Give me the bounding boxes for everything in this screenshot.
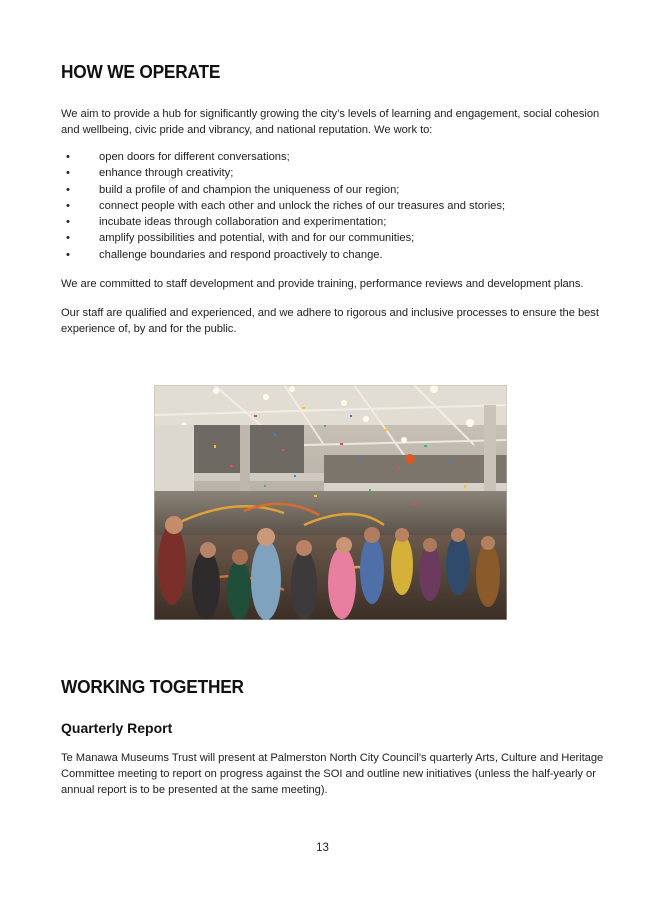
staff-development-paragraph: We are committed to staff development and provide training, performance reviews and development plans. bbox=[61, 278, 584, 290]
bullet-marker: • bbox=[66, 167, 70, 180]
section-heading-working-together: WORKING TOGETHER bbox=[61, 677, 244, 697]
bullet-marker: • bbox=[66, 216, 70, 229]
list-item-text: connect people with each other and unlock the riches of our treasures and stories; bbox=[99, 199, 506, 212]
quarterly-line-3: annual report is to be presented at the same meeting). bbox=[61, 784, 328, 796]
list-item bbox=[61, 247, 586, 263]
list-item-text: challenge boundaries and respond proactively to change. bbox=[99, 248, 383, 261]
list-item-text: build a profile of and champion the uniqueness of our region; bbox=[99, 183, 400, 196]
intro-line-2: and wellbeing, civic pride and vibrancy, and national reputation. We work to: bbox=[61, 124, 433, 136]
staff-qualification-paragraph bbox=[61, 305, 599, 337]
quarterly-line-2: Committee meeting to report on progress against the SOI and outline new initiatives (unless the half-yearly or bbox=[61, 768, 596, 780]
list-item bbox=[61, 230, 586, 246]
list-item bbox=[61, 149, 586, 165]
bullet-marker: • bbox=[66, 151, 70, 163]
staff-line-2: experience of, by and for the public. bbox=[61, 323, 237, 335]
quarterly-line-1: Te Manawa Museums Trust will present at Palmerston North City Council’s quarterly Arts, Culture and Heritage bbox=[61, 752, 604, 764]
list-item bbox=[61, 198, 586, 214]
list-item-text: enhance through creativity; bbox=[99, 167, 234, 180]
bullet-marker: • bbox=[66, 199, 70, 212]
list-item bbox=[61, 214, 586, 230]
staff-line-1: Our staff are qualified and experienced, and we adhere to rigorous and inclusive processes to ensure the best bbox=[61, 307, 599, 319]
operations-bullet-list bbox=[61, 149, 586, 263]
quarterly-report-paragraph bbox=[61, 750, 604, 798]
list-item-text: incubate ideas through collaboration and experimentation; bbox=[99, 216, 387, 229]
list-item bbox=[61, 165, 586, 181]
subheading-quarterly-report: Quarterly Report bbox=[61, 720, 173, 736]
list-item bbox=[61, 182, 586, 198]
event-celebration-photo bbox=[154, 385, 507, 620]
page-number: 13 bbox=[316, 842, 329, 854]
intro-line-1: We aim to provide a hub for significantly growing the city’s levels of learning and engagement, social cohesion bbox=[61, 108, 600, 120]
section-heading-how-we-operate: HOW WE OPERATE bbox=[61, 62, 221, 82]
bullet-marker: • bbox=[66, 248, 70, 261]
event-photo-illustration bbox=[154, 385, 507, 620]
intro-paragraph bbox=[61, 106, 600, 138]
list-item-text: amplify possibilities and potential, with and for our communities; bbox=[99, 232, 415, 245]
bullet-marker: • bbox=[66, 183, 70, 196]
bullet-marker: • bbox=[66, 232, 70, 245]
list-item-text: open doors for different conversations; bbox=[99, 151, 290, 163]
